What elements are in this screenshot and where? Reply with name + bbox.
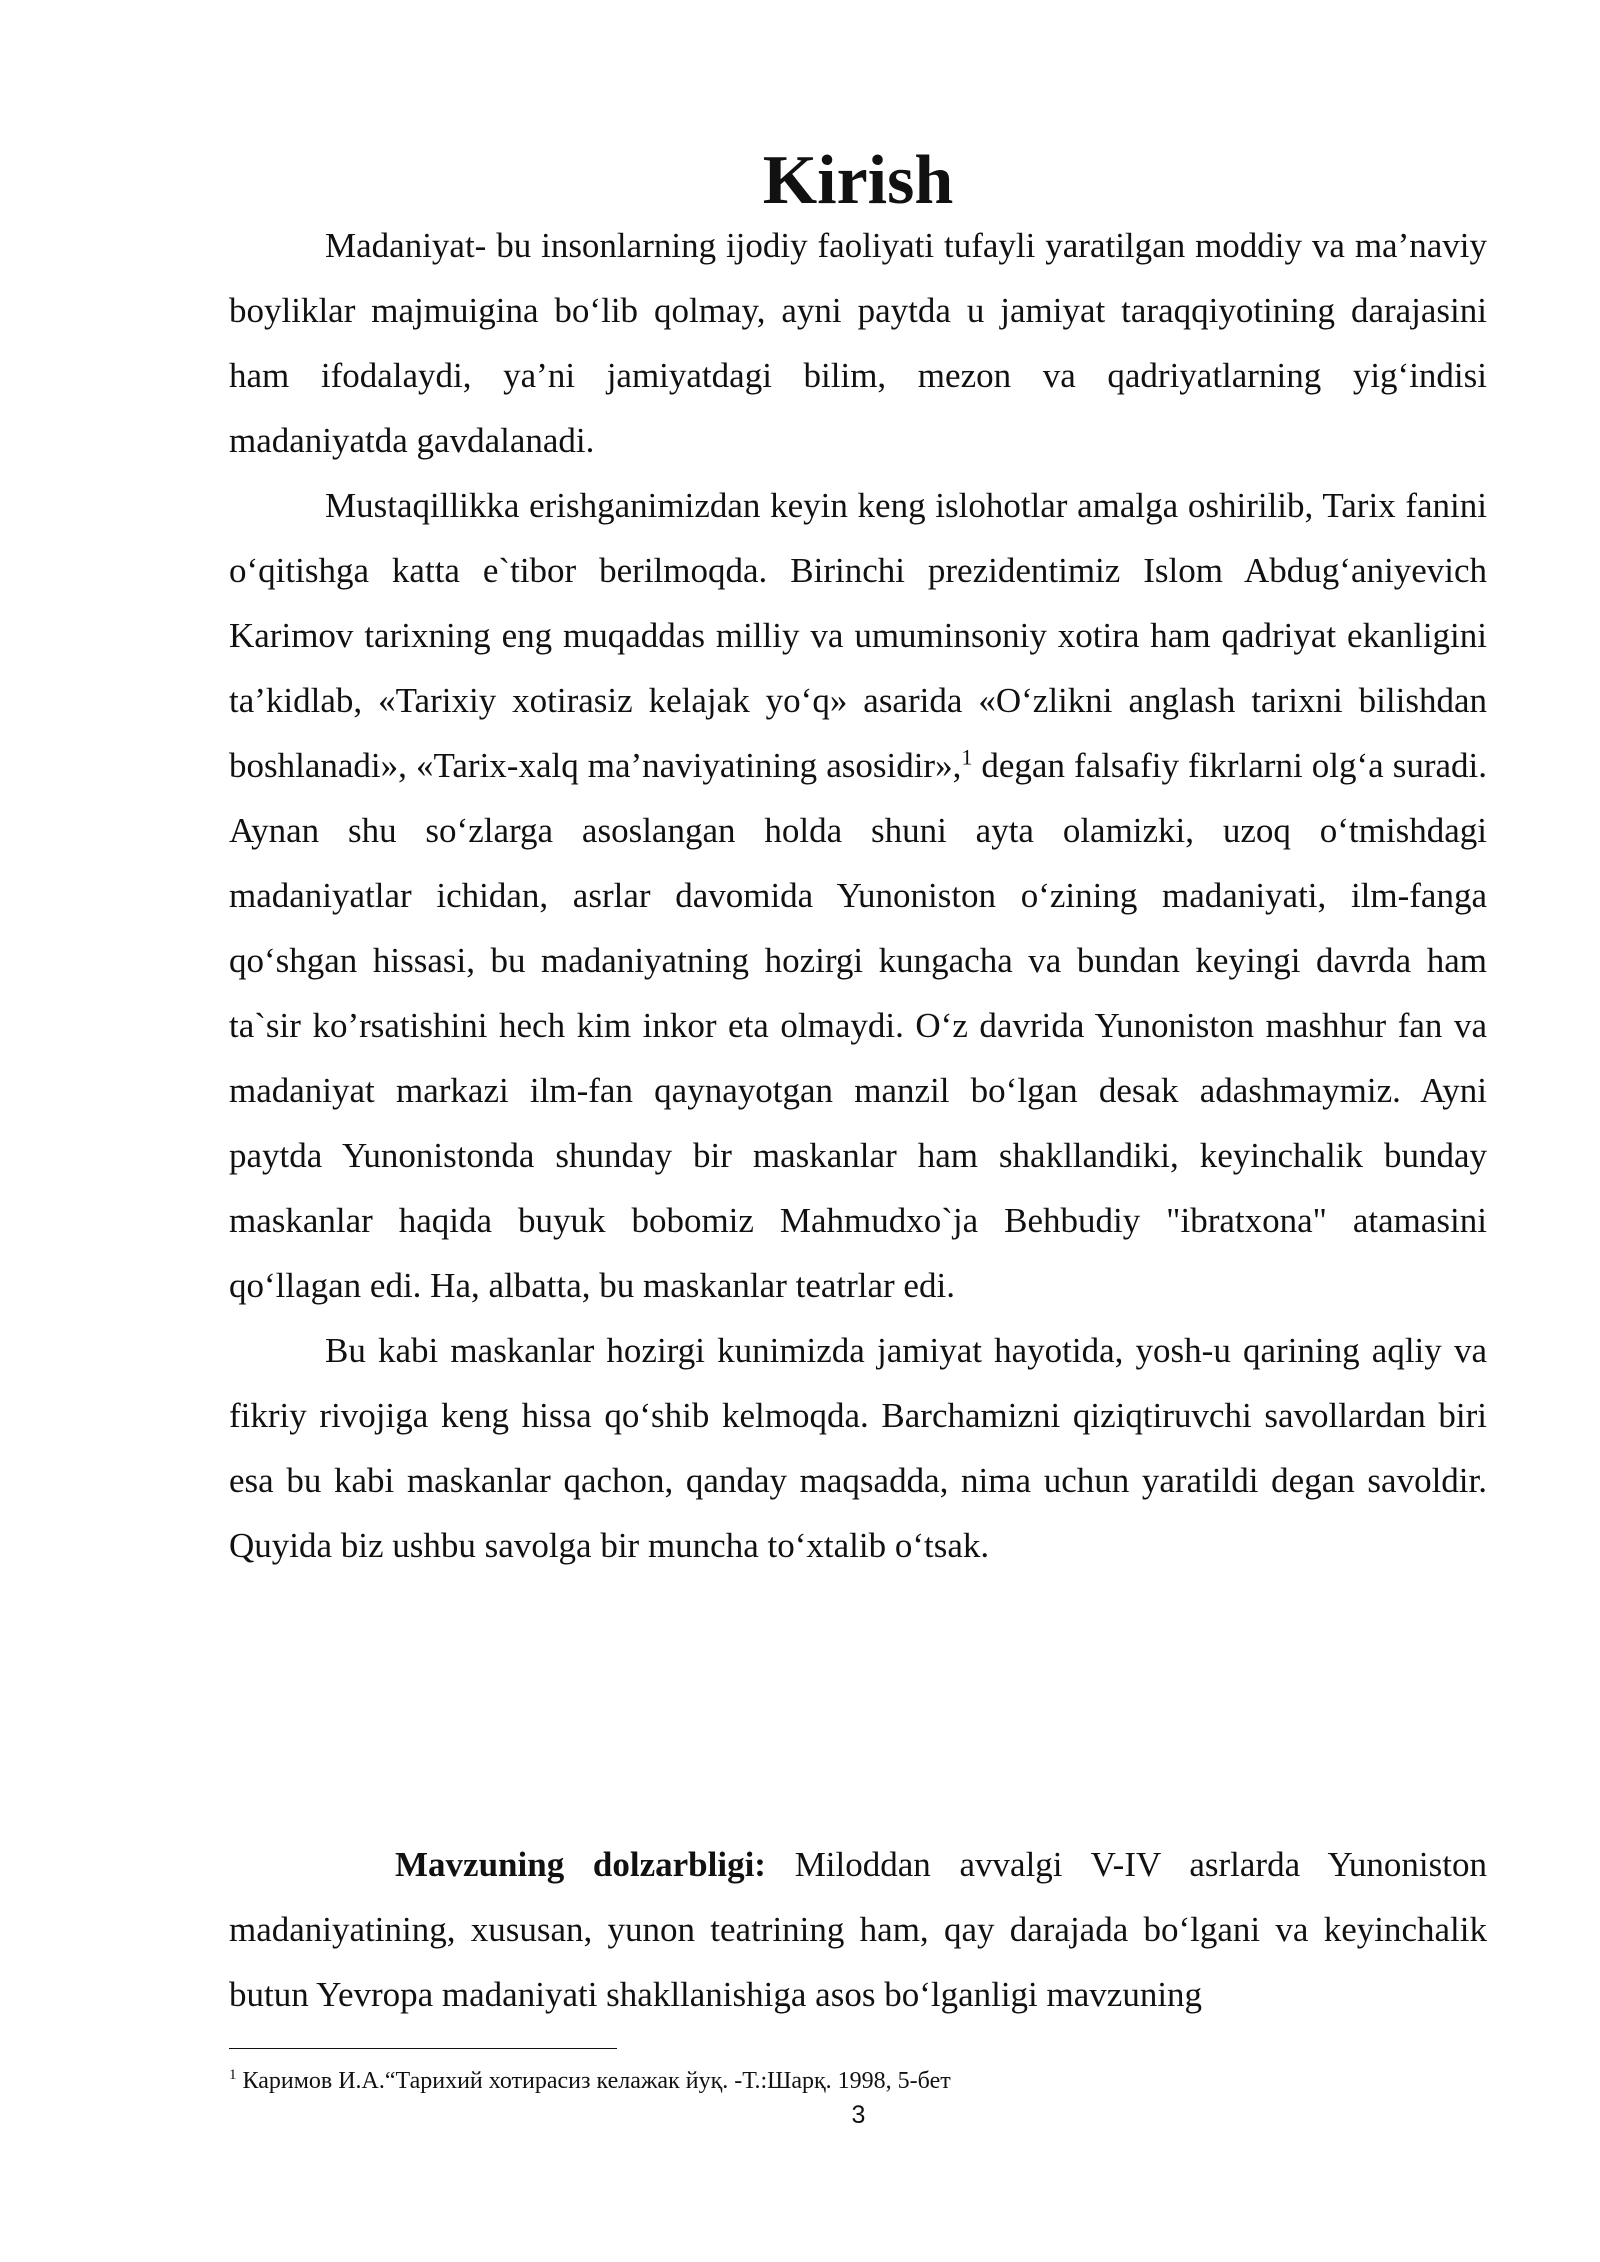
paragraph-3: Bu kabi maskanlar hozirgi kunimizda jamiyat hayotida, yosh-u qarining aqliy va fikriy rivojiga keng hissa qo‘shib kelmoqda. Barchamizni qiziqtiruvchi savollardan biri esa bu kabi maskanlar qachon, qanday maqsadda, nima uchun yaratildi degan savoldir. Quyida biz ushbu savolga bir muncha to‘xtalib o‘tsak. (229, 1331, 1487, 1565)
relevance-heading: Mavzuning dolzarbligi: (395, 1845, 766, 1884)
footnote-reference[interactable]: 1 (961, 744, 973, 770)
paragraph-2-text-b: degan falsafiy fikrlarni olg‘a suradi. Aynan shu so‘zlarga asoslangan holda shuni ayta olamizki, uzoq o‘tmishdagi madaniyatlar ichidan, asrlar davomida Yunoniston o‘zining madaniyati, ilm-fanga qo‘shgan hissasi, bu madaniyatning hozirgi kungacha va bundan keyingi davrda ham ta`sir ko’rsatishini hech kim inkor eta olmaydi. O‘z davrida Yunoniston mashhur fan va madaniyat markazi ilm-fan qaynayotgan manzil bo‘lgan desak adashmaymiz. Ayni paytda Yunonistonda shunday bir maskanlar ham shakllandiki, keyinchalik bunday maskanlar haqida buyuk bobomiz Mahmudxo`ja Behbudiy "ibratxona" atamasini qo‘llagan edi. Ha, albatta, bu maskanlar teatrlar edi. (229, 746, 1487, 1305)
footnote-separator (229, 2048, 617, 2049)
footnote (229, 2066, 951, 2096)
main-text-block (229, 142, 1487, 1578)
footnote-text: Каримов И.А.“Тарихий хотирасиз келажак йуқ. -Т.:Шарқ. 1998, 5-бет (236, 2068, 951, 2094)
paragraph-1: Madaniyat- bu insonlarning ijodiy faoliyati tufayli yaratilgan moddiy va ma’naviy boyliklar majmuigina bo‘lib qolmay, ayni paytda u jamiyat taraqqiyotining darajasini ham ifodalaydi, ya’ni jamiyatdagi bilim, mezon va qadriyatlarning yig‘indisi madaniyatda gavdalanadi. (229, 226, 1487, 460)
page-number: 3 (851, 2101, 866, 2129)
relevance-paragraph (229, 1832, 1487, 2027)
paragraph-2-text-a: Mustaqillikka erishganimizdan keyin keng islohotlar amalga oshirilib, Tarix fanini o‘qitishga katta e`tibor berilmoqda. Birinchi prezidentimiz Islom Abdug‘aniyevich Karimov tarixning eng muqaddas milliy va umuminsoniy xotira ham qadriyat ekanligini ta’kidlab, «Tarixiy xotirasiz kelajak yo‘q» asarida «O‘zlikni anglash tarixni bilishdan boshlanadi», «Tarix-xalq ma’naviyatining asosidir», (229, 486, 1487, 785)
relevance-text: Miloddan avvalgi V-IV asrlarda Yunoniston madaniyatining, xususan, yunon teatrining ham, qay darajada bo‘lgani va keyinchalik butun Yevropa madaniyati shakllanishiga asos bo‘lganligi mavzuning (229, 1845, 1487, 2014)
page-title: Kirish (762, 142, 954, 219)
paragraph-2 (229, 473, 1487, 1318)
footnote-mark: 1 (229, 2067, 237, 2083)
